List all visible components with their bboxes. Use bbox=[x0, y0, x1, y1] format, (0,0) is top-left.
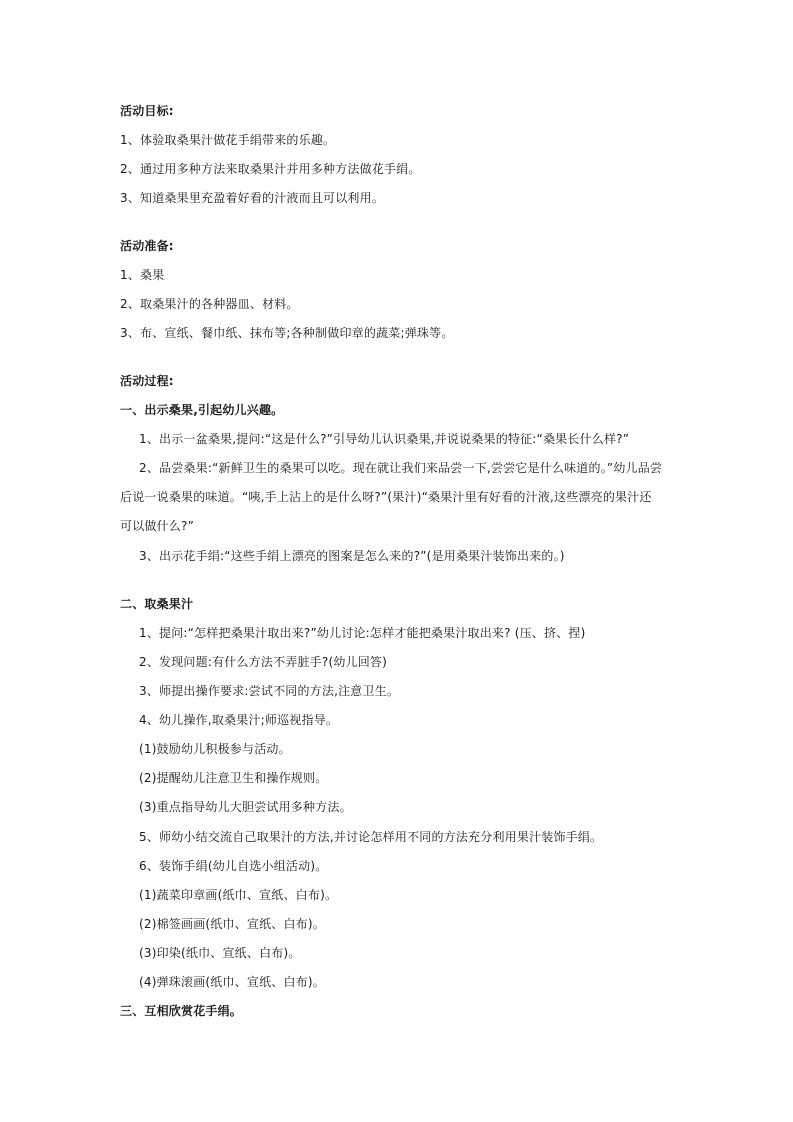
section2-sub-1: (1)鼓励幼儿积极参与活动。 bbox=[139, 742, 291, 756]
section2-sub-6-2: (2)棉签画画(纸巾、宣纸、白布)。 bbox=[139, 917, 325, 931]
prep-heading: 活动准备: bbox=[120, 239, 174, 253]
section2-item-4: 4、幼儿操作,取桑果汁;师巡视指导。 bbox=[139, 713, 339, 727]
prep-item-1: 1、桑果 bbox=[120, 268, 165, 282]
goal-item-3: 3、知道桑果里充盈着好看的汁液而且可以利用。 bbox=[120, 191, 385, 205]
section2-sub-2: (2)提醒幼儿注意卫生和操作规则。 bbox=[139, 771, 328, 785]
section1-item-2: 2、品尝桑果:“新鲜卫生的桑果可以吃。现在就让我们来品尝一下,尝尝它是什么味道的。”幼儿品尝 bbox=[139, 461, 663, 475]
section2-sub-6-3: (3)印染(纸巾、宣纸、白布)。 bbox=[139, 946, 301, 960]
section2-sub-6-1: (1)蔬菜印章画(纸巾、宣纸、白布)。 bbox=[139, 888, 338, 902]
section1-item-3: 3、出示花手绢:“这些手绢上漂亮的图案是怎么来的?”(是用桑果汁装饰出来的。) bbox=[139, 549, 565, 563]
section2-item-6: 6、装饰手绢(幼儿自选小组活动)。 bbox=[139, 859, 328, 873]
prep-item-3: 3、布、宣纸、餐巾纸、抹布等;各种制做印章的蔬菜;弹珠等。 bbox=[120, 326, 454, 340]
goals-heading: 活动目标: bbox=[120, 104, 174, 118]
section1-title: 一、出示桑果,引起幼儿兴趣。 bbox=[120, 403, 284, 417]
section2-title: 二、取桑果汁 bbox=[120, 597, 194, 611]
section2-item-3: 3、师提出操作要求:尝试不同的方法,注意卫生。 bbox=[139, 684, 400, 698]
section2-item-5: 5、师幼小结交流自己取果汁的方法,并讨论怎样用不同的方法充分利用果汁装饰手绢。 bbox=[139, 830, 603, 844]
goal-item-1: 1、体验取桑果汁做花手绢带来的乐趣。 bbox=[120, 133, 336, 147]
section2-item-2: 2、发现问题:有什么方法不弄脏手?(幼儿回答) bbox=[139, 655, 388, 669]
section2-item-1: 1、提问:“怎样把桑果汁取出来?”幼儿讨论:怎样才能把桑果汁取出来? (压、挤、捏) bbox=[139, 626, 586, 640]
section2-sub-3: (3)重点指导幼儿大胆尝试用多种方法。 bbox=[139, 800, 352, 814]
prep-item-2: 2、取桑果汁的各种器皿、材料。 bbox=[120, 297, 299, 311]
section2-sub-6-4: (4)弹珠滚画(纸巾、宣纸、白布)。 bbox=[139, 975, 325, 989]
section1-item-2-cont: 后说一说桑果的味道。“咦,手上沾上的是什么呀?”(果汁)“桑果汁里有好看的汁液,这些漂亮的果汁还 bbox=[120, 490, 652, 504]
goal-item-2: 2、通过用多种方法来取桑果汁并用多种方法做花手绢。 bbox=[120, 162, 421, 176]
section1-item-1: 1、出示一盆桑果,提问:“这是什么?”引导幼儿认识桑果,并说说桑果的特征:“桑果长什么样?” bbox=[139, 432, 630, 446]
section1-item-2-cont2: 可以做什么?” bbox=[120, 519, 194, 533]
process-heading: 活动过程: bbox=[120, 374, 174, 388]
section3-title: 三、互相欣赏花手绢。 bbox=[120, 1004, 243, 1018]
